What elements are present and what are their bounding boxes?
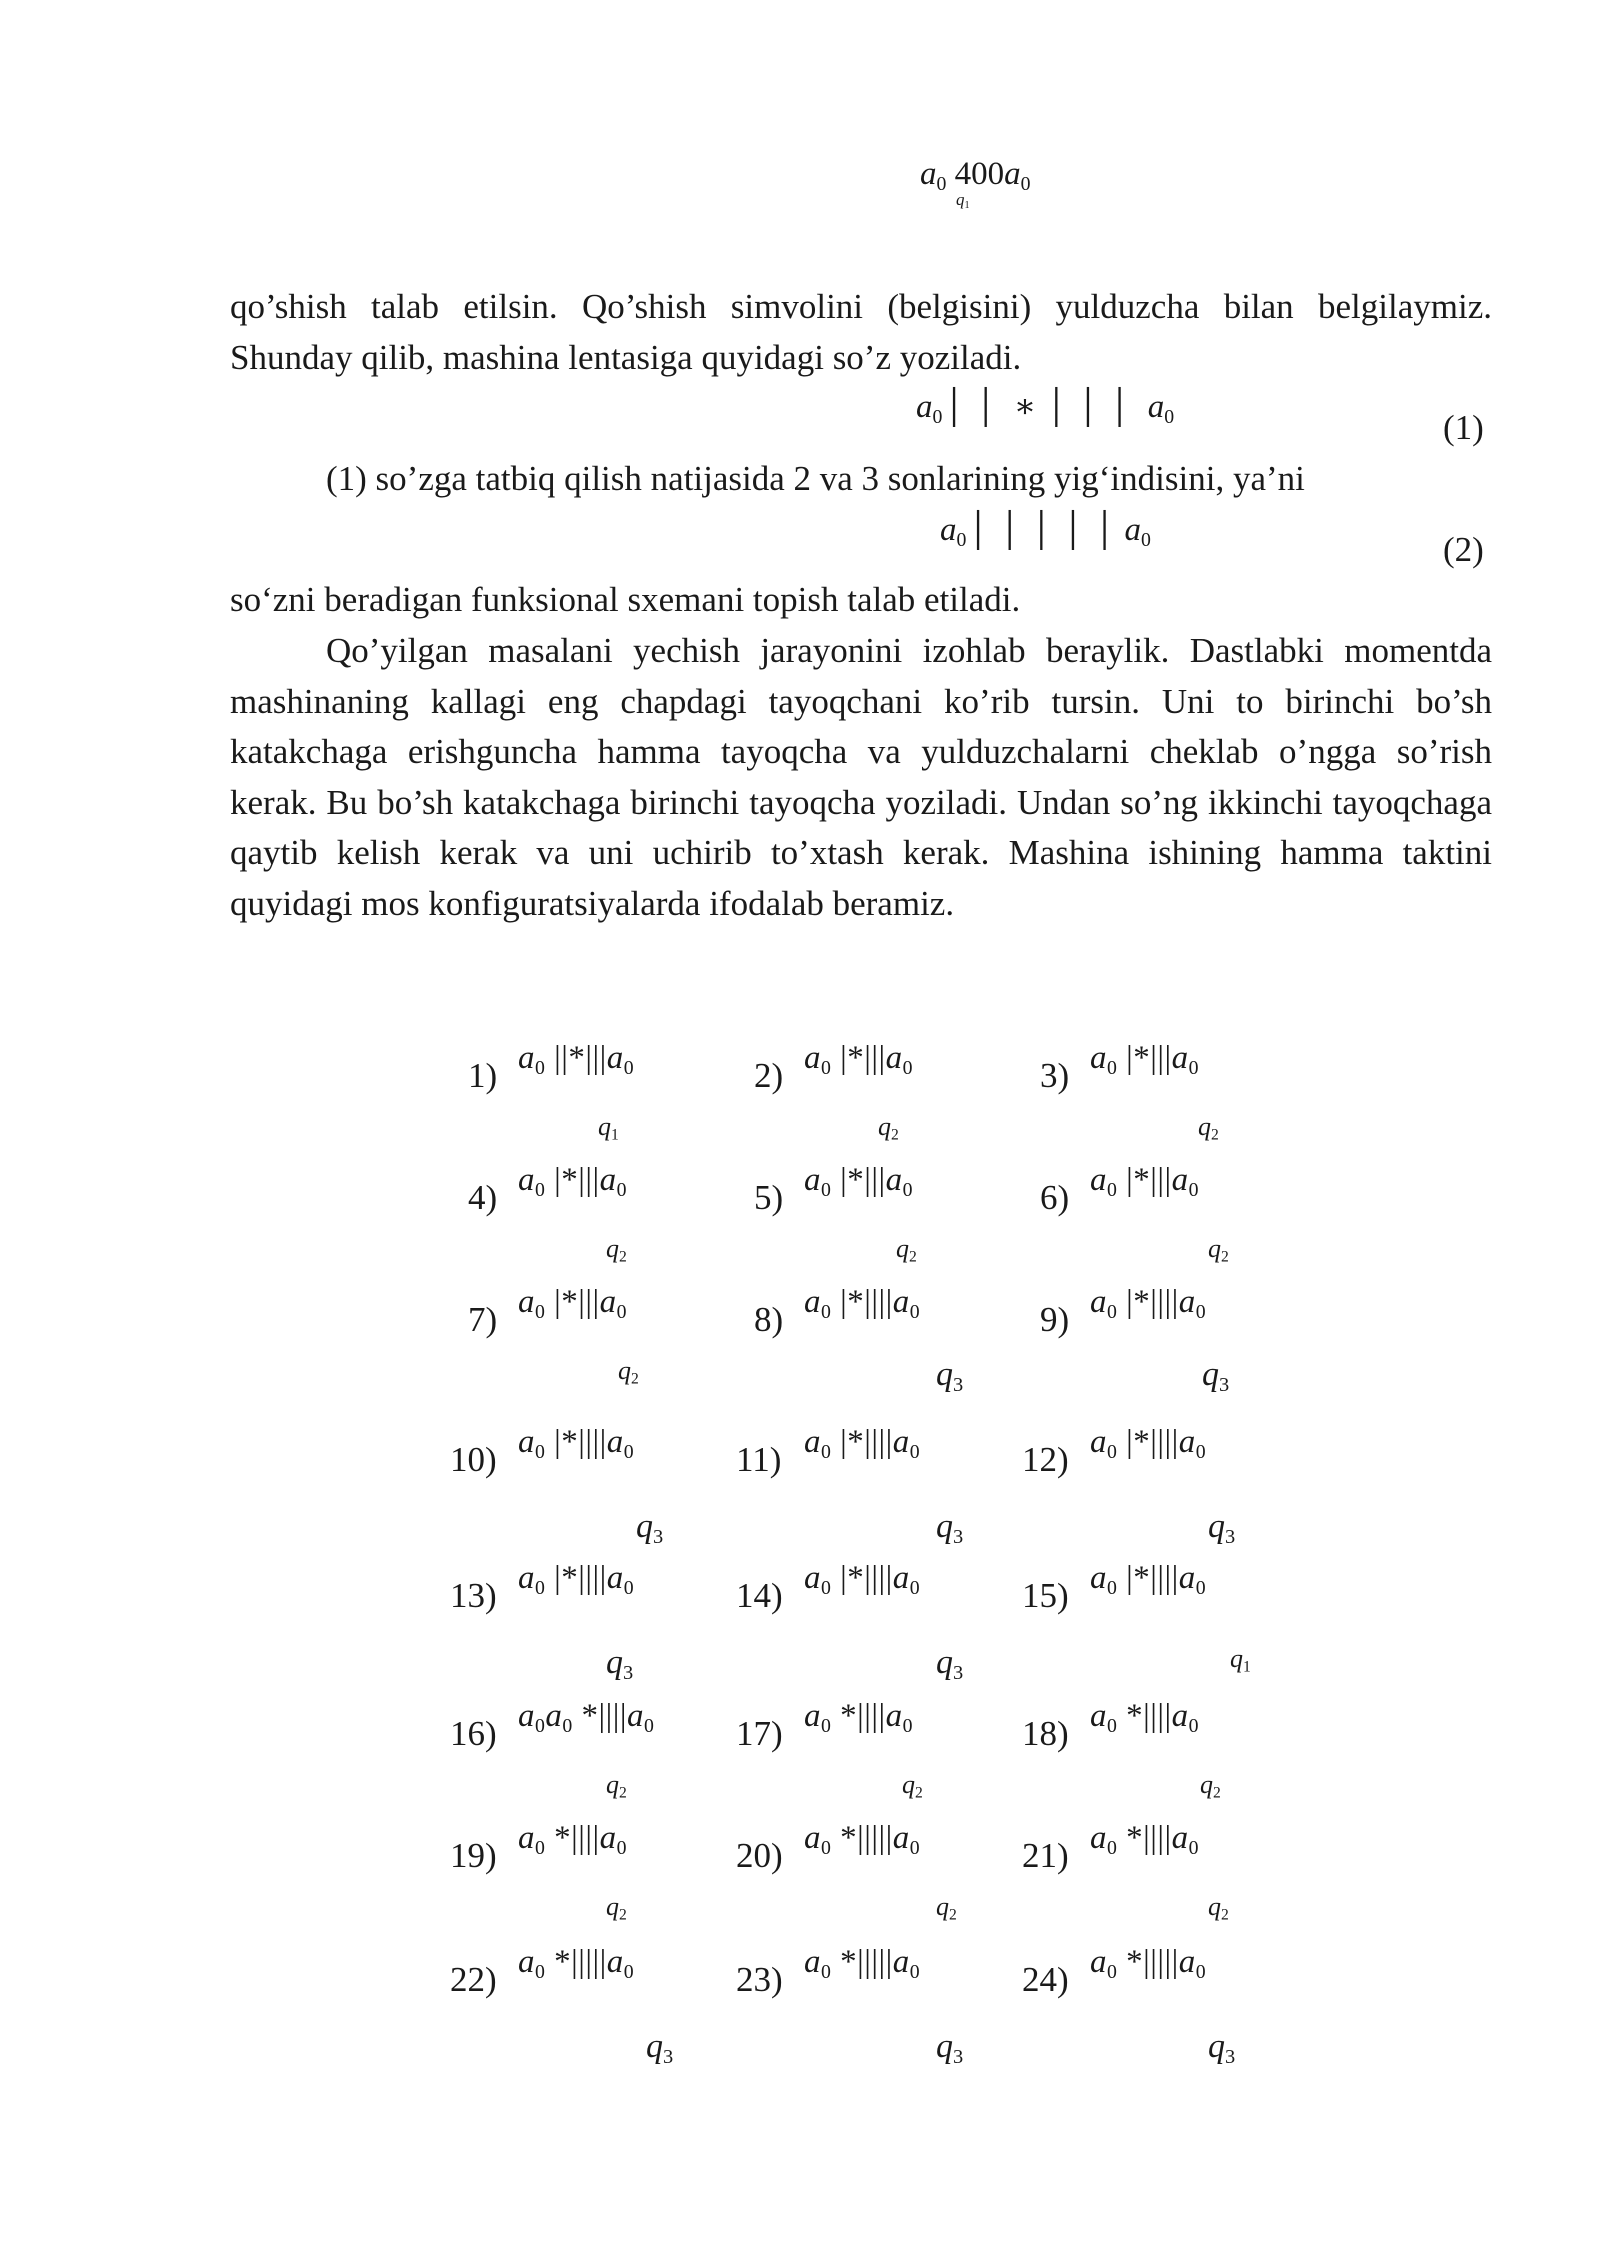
- configuration-label: 14): [736, 1576, 783, 1615]
- configuration-label: 4): [468, 1178, 498, 1217]
- configuration-label: 23): [736, 1960, 783, 1999]
- configuration-tape: $a_0$ $*|||||a_0$: [804, 1944, 921, 1983]
- configuration-label: 17): [736, 1714, 783, 1753]
- configuration-state: $q_2$: [606, 1234, 627, 1266]
- configuration-tape: $a_0$ $*||||a_0$: [804, 1698, 913, 1737]
- configuration-label: 9): [1040, 1300, 1070, 1339]
- configuration-label: 5): [754, 1178, 784, 1217]
- configuration-label: 20): [736, 1836, 783, 1875]
- configuration-state: $q_2$: [606, 1892, 627, 1924]
- configuration-tape: $a_0$ $|*||||a_0$: [1090, 1560, 1207, 1599]
- configuration-label: 16): [450, 1714, 497, 1753]
- configuration-tape: $a_0$ $|*|||a_0$: [804, 1040, 913, 1079]
- equation-1-body: │ │ ∗ │ │ │: [942, 389, 1148, 425]
- paragraph-2: (1) so’zga tatbiq qilish natijasida 2 va 3 sonlarining yig‘indisini, ya’ni: [326, 459, 1305, 498]
- configuration-tape: $a_0$ $|*|||a_0$: [1090, 1040, 1199, 1079]
- top-formula-right-symbol: a: [1004, 156, 1021, 192]
- configuration-state: $q_3$: [1208, 1508, 1236, 1549]
- configuration-label: 3): [1040, 1056, 1070, 1095]
- configuration-label: 15): [1022, 1576, 1069, 1615]
- configuration-label: 19): [450, 1836, 497, 1875]
- configuration-label: 6): [1040, 1178, 1070, 1217]
- configuration-tape: $a_0$ $||*|||a_0$: [518, 1040, 635, 1079]
- configuration-tape: $a_0$ $|*||||a_0$: [804, 1560, 921, 1599]
- top-formula-right-sub: 0: [1020, 172, 1031, 195]
- configuration-tape: $a_0$ $*|||||a_0$: [804, 1820, 921, 1859]
- configuration-label: 22): [450, 1960, 497, 1999]
- configuration-state: $q_2$: [618, 1356, 639, 1388]
- configuration-tape: $a_0$ $|*||||a_0$: [804, 1424, 921, 1463]
- configuration-state: $q_3$: [606, 1644, 634, 1685]
- configuration-label: 2): [754, 1056, 784, 1095]
- configuration-state: $q_2$: [606, 1770, 627, 1802]
- configuration-tape: $a_0$ $|*||||a_0$: [518, 1560, 635, 1599]
- configuration-state: $q_3$: [936, 1356, 964, 1397]
- configuration-state: $q_1$: [598, 1112, 619, 1144]
- configuration-label: 1): [468, 1056, 498, 1095]
- configuration-state: $q_2$: [896, 1234, 917, 1266]
- configuration-state: $q_2$: [936, 1892, 957, 1924]
- configuration-label: 13): [450, 1576, 497, 1615]
- top-formula-left-sub: 0: [936, 172, 947, 195]
- configuration-state: $q_2$: [1208, 1892, 1229, 1924]
- paragraph-1: qo’shish talab etilsin. Qo’shish simvolini (belgisini) yulduzcha bilan belgilaymiz. Shunday qilib, mashina lentasiga quyidagi so’z yoziladi.: [230, 287, 1492, 377]
- configuration-state: $q_2$: [878, 1112, 899, 1144]
- configuration-label: 10): [450, 1440, 497, 1479]
- paragraph-4: Qo’yilgan masalani yechish jarayonini izohlab beraylik. Dastlabki momentda mashinaning kallagi eng chapdagi tayoqchani ko’rib tursin. Uni to birinchi bo’sh katakchaga erishguncha hamma tayoqcha va yulduzchalarni cheklab o’ngga so’rish kerak. Bu bo’sh katakchaga birinchi tayoqcha yoziladi. Undan so’ng ikkinchi tayoqchaga qaytib kelish kerak va uni uchirib to’xtash kerak. Mashina ishining hamma taktini quyidagi mos konfiguratsiyalarda ifodalab beramiz.: [230, 631, 1492, 923]
- configuration-tape: $a_0$ $*||||a_0$: [518, 1820, 627, 1859]
- configuration-tape: $a_0a_0$ $*||||a_0$: [518, 1698, 655, 1737]
- configuration-tape: $a_0$ $|*|||a_0$: [1090, 1162, 1199, 1201]
- configuration-label: 11): [736, 1440, 782, 1479]
- configuration-tape: $a_0$ $|*|||a_0$: [518, 1162, 627, 1201]
- configuration-tape: $a_0$ $*||||a_0$: [1090, 1820, 1199, 1859]
- top-formula: [920, 156, 1031, 196]
- configuration-state: $q_2$: [1208, 1234, 1229, 1266]
- configuration-tape: $a_0$ $*|||||a_0$: [1090, 1944, 1207, 1983]
- configuration-label: 21): [1022, 1836, 1069, 1875]
- configuration-label: 7): [468, 1300, 498, 1339]
- configuration-tape: $a_0$ $|*|||a_0$: [518, 1284, 627, 1323]
- configuration-label: 12): [1022, 1440, 1069, 1479]
- configuration-tape: $a_0$ $|*|||a_0$: [804, 1162, 913, 1201]
- configuration-state: $q_3$: [1202, 1356, 1230, 1397]
- top-formula-number: 400: [954, 156, 1005, 192]
- top-formula-state: $q_1$: [956, 190, 970, 212]
- configuration-state: $q_2$: [1200, 1770, 1221, 1802]
- configuration-tape: $a_0$ $|*||||a_0$: [518, 1424, 635, 1463]
- configuration-label: 24): [1022, 1960, 1069, 1999]
- equation-2-body: │ │ │ │ │: [966, 512, 1125, 548]
- configuration-state: $q_3$: [646, 2028, 674, 2069]
- equation-2-number: (2): [1443, 530, 1484, 569]
- equation-2: $a_0│$ │ │ │ │ $a_0$: [940, 512, 1151, 551]
- configuration-label: 8): [754, 1300, 784, 1339]
- configuration-tape: $a_0$ $|*||||a_0$: [1090, 1284, 1207, 1323]
- configuration-tape: $a_0$ $|*||||a_0$: [1090, 1424, 1207, 1463]
- configuration-state: $q_3$: [636, 1508, 664, 1549]
- configuration-state: $q_1$: [1230, 1644, 1251, 1676]
- configuration-state: $q_3$: [1208, 2028, 1236, 2069]
- configuration-tape: $a_0$ $|*||||a_0$: [804, 1284, 921, 1323]
- configuration-state: $q_3$: [936, 2028, 964, 2069]
- equation-1: $a_0│$ │ ∗ │ │ │ $a_0$: [916, 389, 1175, 428]
- paragraph-3: so‘zni beradigan funksional sxemani topish talab etiladi.: [230, 580, 1021, 619]
- configuration-state: $q_2$: [1198, 1112, 1219, 1144]
- configuration-state: $q_2$: [902, 1770, 923, 1802]
- top-formula-left-symbol: a: [920, 156, 937, 192]
- configuration-tape: $a_0$ $*|||||a_0$: [518, 1944, 635, 1983]
- configuration-label: 18): [1022, 1714, 1069, 1753]
- configuration-state: $q_3$: [936, 1644, 964, 1685]
- equation-1-number: (1): [1443, 408, 1484, 447]
- configuration-tape: $a_0$ $*||||a_0$: [1090, 1698, 1199, 1737]
- configuration-state: $q_3$: [936, 1508, 964, 1549]
